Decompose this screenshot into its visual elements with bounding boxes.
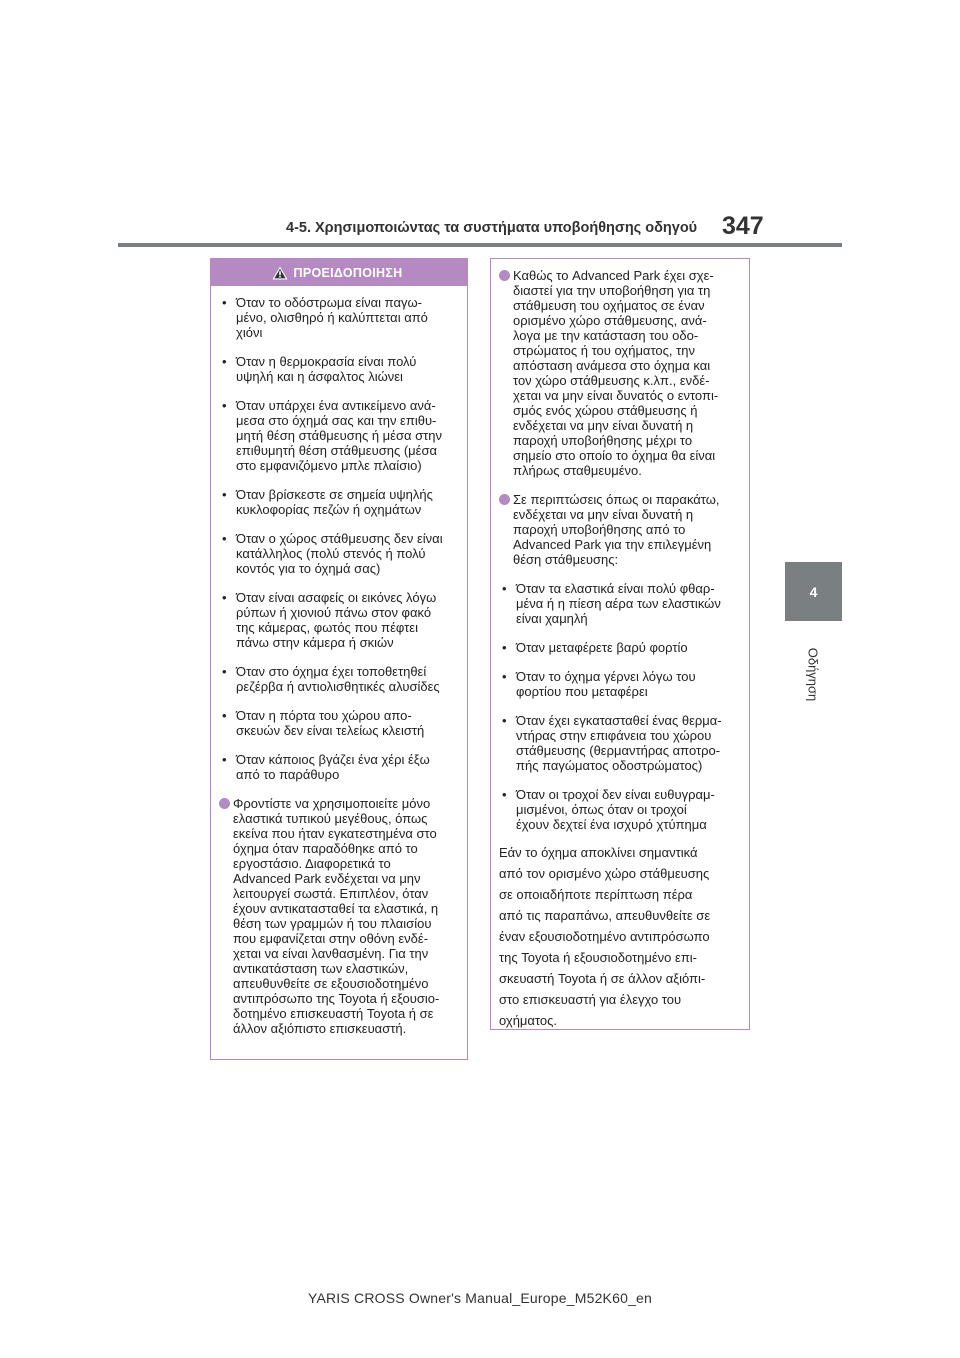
- text-line: Όταν υπάρχει ένα αντικείμενο ανά-: [236, 398, 436, 413]
- text-line: λογα με την κατάσταση του οδο-: [513, 328, 699, 343]
- text-line: σμός ενός χώρου στάθμευσης ή: [513, 403, 698, 418]
- circle-paragraph: [499, 492, 741, 567]
- text-line: Σε περιπτώσεις όπως οι παρακάτω,: [513, 492, 720, 507]
- bullet-item: [219, 590, 459, 650]
- text-line: σημείο στο οποίο το όχημα θα είναι: [513, 448, 716, 463]
- text-line: ρεζέρβα ή αντιολισθητικές αλυσίδες: [236, 679, 440, 694]
- text-line: κατάλληλος (πολύ στενός ή πολύ: [236, 546, 426, 561]
- text-line: κοντός για το όχημά σας): [236, 561, 381, 576]
- text-line: χιόνι: [236, 325, 263, 340]
- text-line: στρώματος ή του οχήματος, την: [513, 343, 695, 358]
- text-line: μητή θέση στάθμευσης ή μέσα στην: [236, 428, 443, 443]
- right-info-box: [490, 258, 750, 1030]
- bullet-item: [219, 295, 459, 340]
- bullet-item: [499, 713, 741, 773]
- text-line: Όταν έχει εγκατασταθεί ένας θερμα-: [516, 713, 722, 728]
- text-line: ορισμένο χώρο στάθμευσης, ανά-: [513, 313, 707, 328]
- text-line: εργοστάσιο. Διαφορετικά το: [233, 856, 391, 871]
- text-line: Όταν στο όχημα έχει τοποθετηθεί: [236, 664, 427, 679]
- warning-header: [211, 259, 467, 286]
- text-line: Καθώς το Advanced Park έχει σχε-: [513, 268, 714, 283]
- bullet-dot-icon: •: [502, 640, 507, 655]
- warning-title: ΠΡΟΕΙΔΟΠΟΙΗΣΗ: [293, 265, 403, 280]
- text-line: της κάμερας, φωτός που πέφτει: [236, 620, 418, 635]
- bullet-item: [219, 664, 459, 694]
- bullet-dot-icon: •: [222, 664, 227, 679]
- text-line: οχήματος.: [499, 1013, 557, 1028]
- text-line: λειτουργεί σωστά. Επιπλέον, όταν: [233, 886, 429, 901]
- chapter-label-text: Οδήγηση: [805, 647, 821, 701]
- text-line: ντήρας στην επιφάνεια του χώρου: [516, 728, 712, 743]
- bullet-dot-icon: •: [502, 581, 507, 596]
- text-line: αντιπρόσωπο της Toyota ή εξουσιο-: [233, 991, 440, 1006]
- text-line: απευθυνθείτε σε εξουσιοδοτημένο: [233, 976, 429, 991]
- text-line: Όταν ο χώρος στάθμευσης δεν είναι: [236, 531, 443, 546]
- text-line: της Toyota ή εξουσιοδοτημένο επι-: [499, 950, 698, 965]
- bullet-dot-icon: •: [502, 713, 507, 728]
- bullet-dot-icon: •: [502, 787, 507, 802]
- text-line: Όταν οι τροχοί δεν είναι ευθυγραμ-: [516, 787, 715, 802]
- circle-paragraph: [219, 796, 459, 1036]
- text-line: έχουν δεχτεί ένα ισχυρό χτύπημα: [516, 817, 707, 832]
- bullet-item: [219, 531, 459, 576]
- purple-circle-icon: [219, 798, 230, 809]
- text-line: ενδέχεται να μην είναι δυνατή η: [513, 507, 694, 522]
- text-line: χεται να μην είναι δυνατός ο εντοπι-: [513, 388, 719, 403]
- text-line: μένο, ολισθηρό ή καλύπτεται από: [236, 310, 428, 325]
- text-line: επιθυμητή θέση στάθμευσης (μέσα: [236, 443, 437, 458]
- chapter-number: 4: [809, 583, 818, 600]
- text-line: αντικατάσταση των ελαστικών,: [233, 961, 409, 976]
- bullet-dot-icon: •: [222, 487, 227, 502]
- text-line: Όταν το οδόστρωμα είναι παγω-: [236, 295, 422, 310]
- bullet-item: [219, 354, 459, 384]
- text-line: Εάν το όχημα αποκλίνει σημαντικά: [499, 845, 698, 860]
- text-line: Όταν μεταφέρετε βαρύ φορτίο: [516, 640, 688, 655]
- bullet-item: [219, 398, 459, 473]
- page-number: 347: [722, 212, 764, 240]
- text-line: εκείνα που ήταν εγκατεστημένα στο: [233, 826, 437, 841]
- bullet-item: [499, 787, 741, 832]
- bullet-item: [499, 581, 741, 626]
- text-line: κυκλοφορίας πεζών ή οχημάτων: [236, 502, 422, 517]
- text-line: στο εμφανιζόμενο μπλε πλαίσιο): [236, 458, 422, 473]
- text-line: θέση στάθμευσης:: [513, 552, 619, 567]
- text-line: Όταν τα ελαστικά είναι πολύ φθαρ-: [516, 581, 715, 596]
- bullet-dot-icon: •: [222, 752, 227, 767]
- bullet-item: [219, 708, 459, 738]
- text-line: από τον ορισμένο χώρο στάθμευσης: [499, 866, 710, 881]
- manual-name: YARIS CROSS Owner's Manual_Europe_M52K60_en: [307, 1290, 653, 1306]
- text-line: τον χώρο στάθμευσης κ.λπ., ενδέ-: [513, 373, 710, 388]
- bullet-dot-icon: •: [502, 669, 507, 684]
- text-line: δοτημένο επισκευαστή Toyota ή σε: [233, 1006, 434, 1021]
- text-line: παροχή υποβοήθησης μέχρι το: [513, 433, 693, 448]
- bullet-dot-icon: •: [222, 398, 227, 413]
- bullet-item: [499, 669, 741, 699]
- bullet-item: [499, 640, 741, 655]
- purple-circle-icon: [499, 270, 510, 281]
- text-line: πάνω στην κάμερα ή σκιών: [236, 635, 394, 650]
- text-line: Φροντίστε να χρησιμοποιείτε μόνο: [233, 796, 431, 811]
- text-line: ελαστικά τυπικού μεγέθους, όπως: [233, 811, 428, 826]
- bullet-item: [219, 487, 459, 517]
- text-line: Όταν το όχημα γέρνει λόγω του: [516, 669, 696, 684]
- text-line: Advanced Park για την επιλεγμένη: [513, 537, 712, 552]
- text-line: υψηλή και η άσφαλτος λιώνει: [236, 369, 403, 384]
- text-line: θέση των γραμμών ή του πλαισίου: [233, 916, 432, 931]
- text-line: όχημα όταν παραδόθηκε από το: [233, 841, 418, 856]
- text-line: είναι χαμηλή: [516, 611, 588, 626]
- text-line: ρύπων ή χιονιού πάνω στον φακό: [236, 605, 432, 620]
- text-line: φορτίου που μεταφέρει: [516, 684, 648, 699]
- chapter-label: [782, 628, 844, 720]
- text-line: Όταν βρίσκεστε σε σημεία υψηλής: [236, 487, 433, 502]
- circle-paragraph: [499, 268, 741, 478]
- bullet-dot-icon: •: [222, 708, 227, 723]
- text-line: από το παράθυρο: [236, 767, 340, 782]
- text-line: πλήρως σταθμευμένο.: [513, 463, 642, 478]
- text-line: έναν εξουσιοδοτημένο αντιπρόσωπο: [499, 929, 710, 944]
- text-line: χεται να είναι λανθασμένη. Για την: [233, 946, 429, 961]
- text-line: μισμένοι, όπως όταν οι τροχοί: [516, 802, 687, 817]
- text-line: Όταν είναι ασαφείς οι εικόνες λόγω: [236, 590, 437, 605]
- text-line: πής παγώματος οδοστρώματος): [516, 758, 703, 773]
- section-header-title: 4-5. Χρησιμοποιώντας τα συστήματα υποβοήθησης οδηγού: [286, 220, 698, 236]
- bullet-item: [219, 752, 459, 782]
- text-line: Advanced Park ενδέχεται να μην: [233, 871, 421, 886]
- warning-content: [211, 286, 467, 1036]
- closing-paragraph: [499, 842, 741, 1031]
- text-line: στο επισκευαστή για έλεγχο του: [499, 992, 682, 1007]
- right-content: [491, 259, 749, 1031]
- footer: [0, 1290, 960, 1306]
- header-rule: [118, 243, 842, 247]
- bullet-dot-icon: •: [222, 531, 227, 546]
- warning-triangle-icon: [272, 266, 288, 280]
- text-line: που εμφανίζεται στην οθόνη ενδέ-: [233, 931, 429, 946]
- text-line: στάθμευσης (θερμαντήρας αποτρο-: [516, 743, 721, 758]
- text-line: από τις παραπάνω, απευθυνθείτε σε: [499, 908, 711, 923]
- bullet-dot-icon: •: [222, 590, 227, 605]
- text-line: σκευών δεν είναι τελείως κλειστή: [236, 723, 425, 738]
- bullet-dot-icon: •: [222, 354, 227, 369]
- text-line: στάθμευση του οχήματος σε έναν: [513, 298, 705, 313]
- text-line: ενδέχεται να μην είναι δυνατή η: [513, 418, 694, 433]
- warning-box: [210, 258, 468, 1060]
- text-line: σκευαστή Toyota ή σε άλλον αξιόπι-: [499, 971, 706, 986]
- text-line: άλλον αξιόπιστο επισκευαστή.: [233, 1021, 407, 1036]
- text-line: διαστεί για την υποβοήθηση για τη: [513, 283, 711, 298]
- purple-circle-icon: [499, 494, 510, 505]
- bullet-dot-icon: •: [222, 295, 227, 310]
- chapter-tab: [785, 562, 842, 621]
- text-line: παροχή υποβοήθησης από το: [513, 522, 686, 537]
- text-line: Όταν η θερμοκρασία είναι πολύ: [236, 354, 417, 369]
- text-line: σε οποιαδήποτε περίπτωση πέρα: [499, 887, 693, 902]
- text-line: μένα ή η πίεση αέρα των ελαστικών: [516, 596, 721, 611]
- text-line: απόσταση ανάμεσα στο όχημα και: [513, 358, 711, 373]
- text-line: έχουν αντικατασταθεί τα ελαστικά, η: [233, 901, 439, 916]
- text-line: Όταν η πόρτα του χώρου απο-: [236, 708, 412, 723]
- text-line: Όταν κάποιος βγάζει ένα χέρι έξω: [236, 752, 430, 767]
- text-line: μεσα στο όχημά σας και την επιθυ-: [236, 413, 437, 428]
